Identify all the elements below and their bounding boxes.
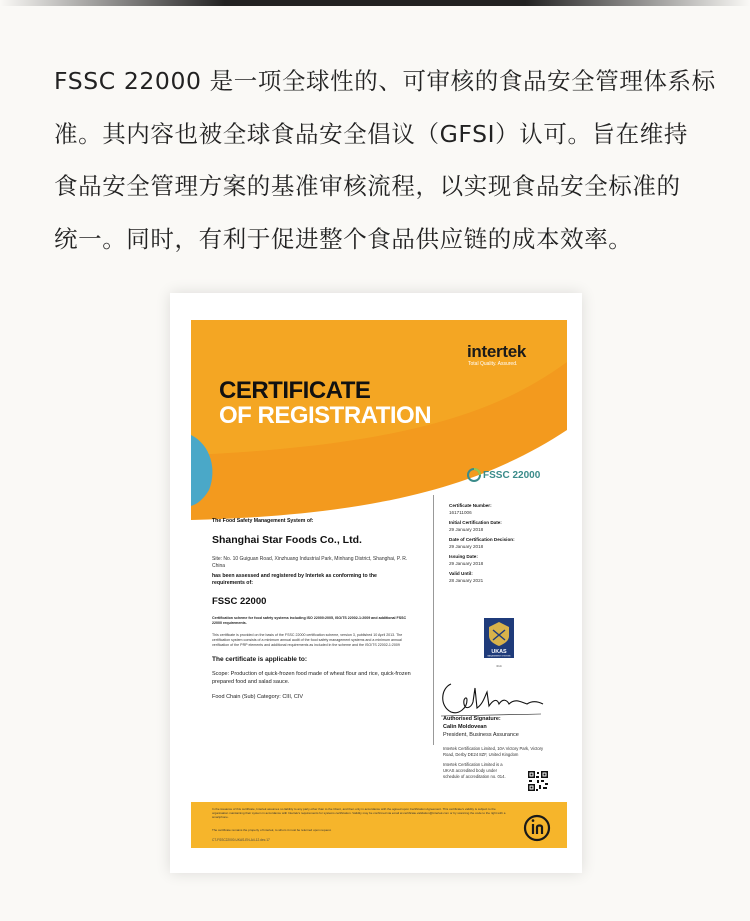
column-divider [433, 495, 434, 745]
certificate-details [449, 498, 559, 583]
scope-text: Scope: Production of quick-frozen food made of wheat flour and rice, quick-frozen prepared food and salad sauce. [212, 671, 411, 685]
field-label: Valid Until: [449, 570, 473, 576]
certificate-title-line2: OF REGISTRATION [219, 402, 432, 429]
top-rule [0, 0, 750, 6]
issuer-address: Intertek Certification Limited, 10A Victory Park, Victory Road, Derby DE24 8ZF, United Kingdom [443, 746, 544, 757]
field-label: Initial Certification Date: [449, 519, 502, 525]
brand-tagline: Total Quality. Assured. [468, 361, 518, 367]
document-reference: CT-FSSC22000-UKAS-EN-A4-12.dec.17 [212, 838, 270, 842]
site-address: Site: No. 10 Guiguan Road, Xinzhuang Industrial Park, Minhang District, Shanghai, P. R. China [212, 556, 408, 569]
fssc-logo [467, 468, 540, 482]
field-value: 161711006 [449, 510, 472, 515]
ukas-crown-icon [484, 618, 514, 658]
field-value: 28 January 2021 [449, 578, 484, 583]
ukas-number: 014 [496, 664, 502, 668]
qr-code-icon [527, 770, 549, 792]
ukas-label: UKAS [491, 649, 507, 655]
ukas-accreditation-note: Intertek Certification Limited is a UKAS accredited body under schedule of accreditation no. 014. [443, 762, 506, 779]
field-label: Date of Certification Decision: [449, 536, 515, 542]
scheme-name: FSSC 22000 [212, 596, 267, 607]
signatory-title: President, Business Assurance [443, 732, 519, 738]
brand-name: intertek [467, 342, 527, 361]
property-note: The certificate remains the property of Intertek, to whom it must be returned upon request. [212, 828, 332, 832]
applicable-heading: The certificate is applicable to: [212, 656, 307, 663]
ukas-sublabel: MANAGEMENT SYSTEMS [487, 655, 511, 658]
fssc-logo-text: FSSC 22000 [483, 469, 541, 481]
intro-paragraph [54, 55, 714, 265]
certificate-body [212, 518, 417, 700]
field-value: 29 January 2018 [449, 544, 484, 549]
handwritten-signature [437, 678, 547, 718]
field-label: Issuing Date: [449, 553, 478, 559]
intro-line: FSSC 22000 是一项全球性的、可审核的食品安全管理体系标 [54, 67, 716, 95]
field-label: Certificate Number: [449, 502, 492, 508]
scheme-description: Certification scheme for food safety systems including ISO 22000:2005, ISO/TS 22002-1:2009 and additional FSSC 22000 requirements. [212, 616, 407, 625]
intro-line: 食品安全管理方案的基准审核流程，以实现食品安全标准的 [54, 172, 681, 200]
field-value: 29 January 2018 [449, 527, 484, 532]
food-chain-category: Food Chain (Sub) Category: CIII, CIV [212, 694, 304, 700]
ukas-badge [484, 618, 514, 668]
intro-line: 统一。同时，有利于促进整个食品供应链的成本效率。 [54, 224, 633, 253]
assessed-statement: has been assessed and registered by Intertek as conforming to the requirements of: [212, 573, 377, 586]
system-label: The Food Safety Management System of: [212, 518, 314, 524]
field-value: 29 January 2018 [449, 561, 484, 566]
company-name: Shanghai Star Foods Co., Ltd. [212, 534, 362, 546]
signatory-name: Calin Moldovean [443, 724, 487, 730]
fssc-emblem-icon [467, 468, 481, 482]
signature-label: Authorised Signature: [443, 716, 501, 722]
intertek-logo [467, 342, 526, 367]
disclaimer-text: In the issuance of this certificate, Intertek assumes no liability to any party other than to the Client, and then only in accordance with the agreed upon Certification Agreement. This certificate's validity is subject to the organisation maintaining their system in accordance with Intertek's requirements for systems certification. Validity may be confirmed via email at certificate.validation@intertek.com or by scanning the code to the right with a smartphone. [212, 807, 506, 820]
intertek-in-icon [522, 813, 552, 843]
provided-text: This certificate is provided on the basis of the FSSC 22000 certification scheme, version 3, published 10 April 2013. The certification system consists of a minimum annual audit of the food safety management systems and a minimum annual verification of the PRP elements and additional requirements as included in the scheme and the ISO/TS 22002-1:2009 [212, 633, 403, 647]
certificate-title-line1: CERTIFICATE [219, 377, 371, 404]
certificate-image [191, 320, 567, 848]
intro-line: 准。其内容也被全球食品安全倡议（GFSI）认可。旨在维持 [54, 119, 688, 148]
